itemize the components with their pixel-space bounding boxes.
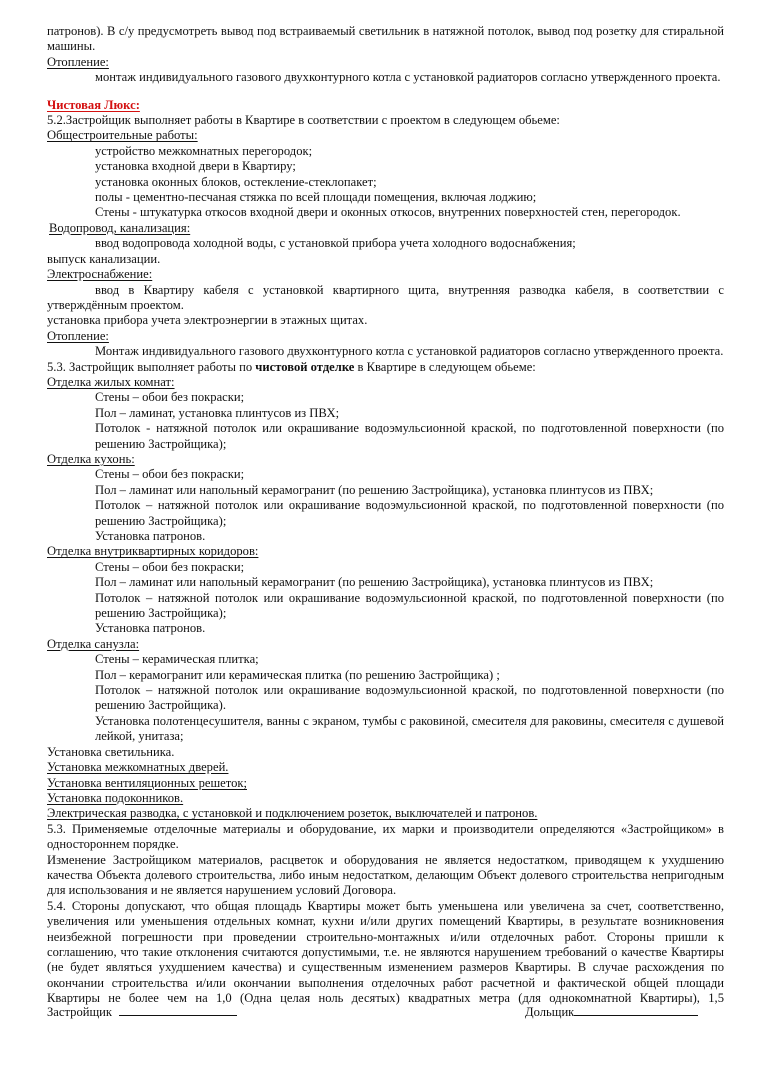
corridor-item: Потолок – натяжной потолок или окрашивание водоэмульсионной краской, по подготовленной поверхности (по решению Застройщика); (95, 590, 724, 621)
extra-item: Электрическая разводка, с установкой и подключением розеток, выключателей и патронов. (47, 806, 538, 821)
clause-5-3-materials: 5.3. Применяемые отделочные материалы и оборудование, их марки и производители определяются «Застройщиком» в одностороннем порядке. (47, 821, 724, 852)
bathroom-item: Установка полотенцесушителя, ванны с экраном, тумбы с раковиной, смесителя для раковины, смесителя с душевой лейкой, унитаза; (95, 713, 724, 744)
corridor-item: Стены – обои без покраски; (95, 559, 245, 574)
clause-5-3-bold: чистовой отделке (255, 359, 355, 374)
corridor-item: Установка патронов. (95, 621, 206, 636)
general-item: устройство межкомнатных перегородок; (95, 143, 313, 158)
power-item: ввод в Квартиру кабеля с установкой квартирного щита, внутренняя разводка кабеля, в соответствии с утверждённым проектом. (47, 282, 724, 312)
bathroom-item: Потолок – натяжной потолок или окрашивание водоэмульсионной краской, по подготовленной поверхности (по решению Застройщика). (95, 683, 724, 713)
heading-general-works: Общестроительные работы: (47, 128, 198, 143)
signature-shareholder-line[interactable] (574, 1004, 698, 1016)
extra-item: Установка межкомнатных дверей. (47, 760, 229, 775)
kitchen-item: Стены – обои без покраски; (95, 467, 245, 482)
general-item: Стены - штукатурка откосов входной двери и оконных откосов, внутренних поверхностей стен, перегородок. (95, 205, 681, 220)
signature-developer-label: Застройщик (47, 1005, 113, 1019)
heading-water: Водопровод, канализация: (49, 220, 191, 235)
signature-shareholder (525, 1004, 698, 1020)
extra-item: Установка подоконников. (47, 790, 184, 805)
general-item: установка оконных блоков, остекление-стеклопакет; (95, 174, 377, 189)
sewer-item: выпуск канализации. (47, 251, 161, 266)
living-item: Потолок - натяжной потолок или окрашивание водоэмульсионной краской, по подготовленной поверхности (по решению Застройщика); (95, 421, 724, 451)
clause-5-3-finish (47, 360, 724, 375)
heading-heating: Отопление: (47, 328, 109, 343)
bathroom-item: Пол – керамогранит или керамическая плитка (по решению Застройщика) ; (95, 667, 500, 682)
kitchen-item: Потолок – натяжной потолок или окрашивание водоэмульсионной краской, по подготовленной поверхности (по решению Застройщика); (95, 498, 724, 528)
heading-power: Электроснабжение: (47, 267, 153, 282)
general-item: полы - цементно-песчаная стяжка по всей площади помещения, включая лоджию; (95, 190, 537, 205)
heading-heating-intro: Отопление: (47, 54, 109, 69)
heading-bathroom: Отделка санузла: (47, 636, 140, 651)
corridor-item: Пол – ламинат или напольный керамогранит (по решению Застройщика), установка плинтусов из ПВХ; (95, 575, 654, 590)
lamp-item: Установка светильника. (47, 744, 175, 759)
heating-item: Монтаж индивидуального газового двухконтурного котла с установкой радиаторов согласно утвержденного проекта. (95, 344, 724, 359)
heading-living-rooms: Отделка жилых комнат: (47, 374, 175, 389)
signature-developer-line[interactable] (119, 1004, 237, 1016)
heating-intro-text: монтаж индивидуального газового двухконтурного котла с установкой радиаторов согласно утвержденного проекта. (95, 70, 721, 85)
clause-change: Изменение Застройщиком материалов, расцветок и оборудования не является недостатком, приводящем к ухудшению качества Объекта долевого строительства, либо иным недостатком, делающим Объект долевого строительства непригодным для использования и не является нарушением условий Договора. (47, 852, 724, 898)
living-item: Стены – обои без покраски; (95, 390, 245, 405)
document-page (47, 24, 724, 1007)
kitchen-item: Установка патронов. (95, 529, 206, 543)
general-item: установка входной двери в Квартиру; (95, 159, 296, 174)
section-title-lux: Чистовая Люкс: (47, 97, 140, 112)
heading-corridors: Отделка внутриквартирных коридоров: (47, 544, 259, 559)
intro-continuation: патронов). В с/у предусмотреть вывод под встраиваемый светильник в натяжной потолок, вывод под розетку для стиральной машины. (47, 24, 724, 54)
meter-item: установка прибора учета электроэнергии в этажных щитах. (47, 313, 368, 328)
clause-5-3-pre: 5.3. Застройщик выполняет работы по (47, 359, 256, 374)
signature-developer (47, 1004, 237, 1020)
clause-5-2: 5.2.Застройщик выполняет работы в Квартире в соответствии с проектом в следующем обьеме: (47, 113, 560, 128)
signature-shareholder-label: Дольщик (525, 1005, 575, 1019)
living-item: Пол – ламинат, установка плинтусов из ПВХ; (95, 405, 340, 420)
heading-kitchens: Отделка кухонь: (47, 451, 135, 466)
extra-item: Установка вентиляционных решеток; (47, 775, 247, 790)
bathroom-item: Стены – керамическая плитка; (95, 652, 259, 667)
water-item: ввод водопровода холодной воды, с установкой прибора учета холодного водоснабжения; (95, 236, 576, 251)
kitchen-item: Пол – ламинат или напольный керамогранит (по решению Застройщика), установка плинтусов из ПВХ; (95, 482, 654, 497)
clause-5-4: 5.4. Стороны допускают, что общая площадь Квартиры может быть уменьшена или увеличена за счет, соответственно, увеличения или уменьшения отдельных комнат, кухни и/или других помещений Квартиры, в результате возникновения неизбежной погрешности при проведении строительно-монтажных и/или отделочных работ. Стороны пришли к соглашению, что такие отклонения считаются допустимыми, т.е. не являются нарушением требований о качестве Квартиры (не будет являться ухудшением качества) и существенным изменением размеров Квартиры. В случае расхождения по окончании строительства и/или окончании выполнения отделочных работ расчетной и фактической общей площади Квартиры не более чем на 1,0 (Одна целая ноль десятых) квадратных метра (для однокомнатной Квартиры), 1,5 (47, 898, 724, 1006)
clause-5-3-post: в Квартире в следующем обьеме: (354, 359, 536, 374)
